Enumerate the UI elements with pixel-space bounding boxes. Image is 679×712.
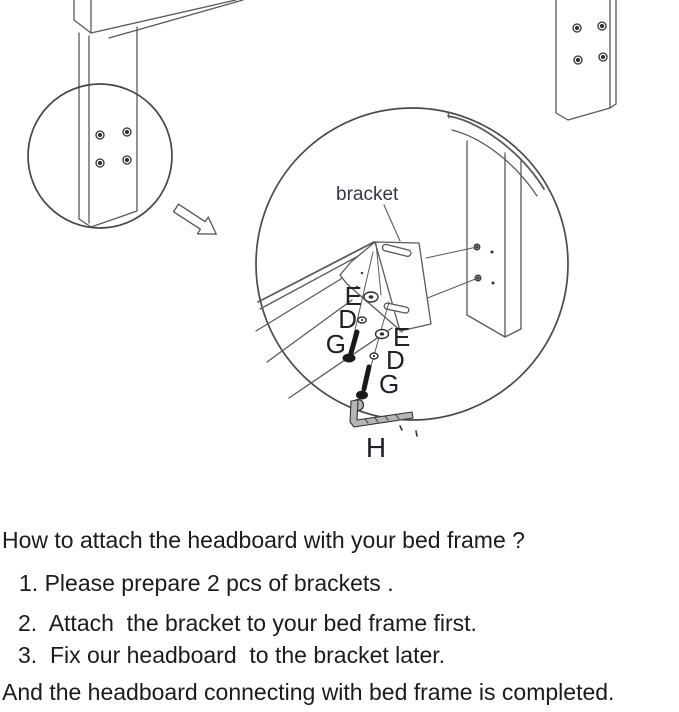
instructions-heading: How to attach the headboard with your bed frame ? bbox=[2, 527, 525, 553]
instruction-step-3: 3. Fix our headboard to the bracket later. bbox=[18, 642, 446, 668]
arrow-icon bbox=[171, 200, 222, 243]
bed-frame-post-drawing bbox=[556, 0, 616, 120]
label-E-left: E bbox=[344, 281, 362, 311]
label-H-tool: H bbox=[365, 432, 387, 463]
bracket-leader-line bbox=[384, 205, 400, 241]
bolt-G-right bbox=[364, 367, 369, 389]
leg-callout-circle bbox=[28, 84, 172, 228]
label-D-right: D bbox=[386, 345, 405, 375]
label-D-left: D bbox=[338, 304, 357, 334]
bolt-path-line-lower bbox=[425, 278, 478, 299]
bolt-path-line-upper bbox=[426, 247, 477, 258]
detail-leg-drawing bbox=[448, 112, 544, 337]
leg-screw-holes bbox=[96, 128, 131, 167]
instruction-step-1: 1. Please prepare 2 pcs of brackets . bbox=[19, 570, 394, 596]
bracket-label: bracket bbox=[336, 184, 399, 205]
label-E-right: E bbox=[393, 322, 411, 352]
post-screw-holes bbox=[573, 22, 607, 64]
label-G-right: G bbox=[379, 369, 400, 399]
instructions-conclusion: And the headboard connecting with bed frame is completed. bbox=[2, 679, 615, 705]
label-G-left: G bbox=[325, 329, 346, 359]
allen-key-drawing bbox=[350, 400, 417, 437]
bolt-G-left bbox=[351, 332, 357, 353]
instruction-step-2: 2. Attach the bracket to your bed frame first. bbox=[18, 610, 477, 636]
